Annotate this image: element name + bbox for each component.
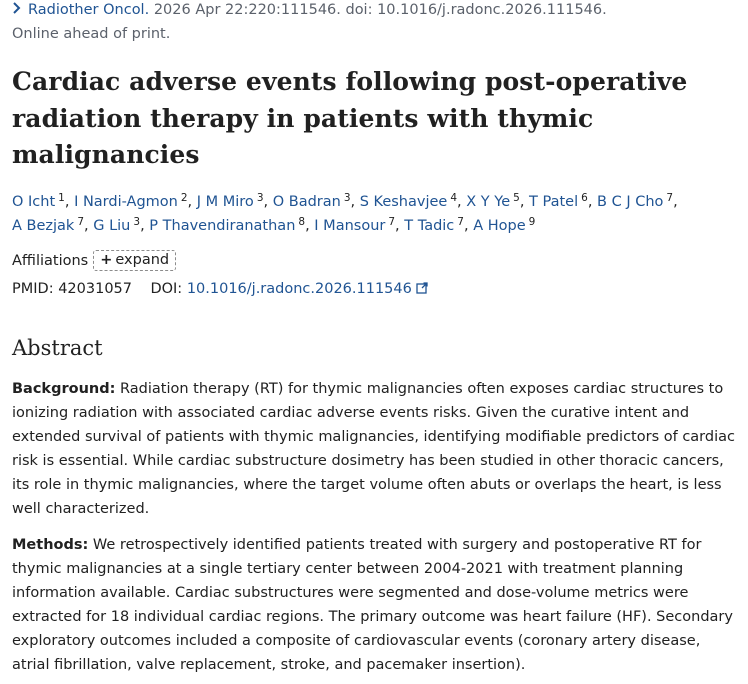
abstract-methods bbox=[12, 533, 736, 677]
affiliation-number[interactable]: 9 bbox=[528, 216, 536, 228]
author-item bbox=[404, 218, 468, 234]
author-link[interactable]: B C J Cho bbox=[597, 194, 664, 210]
publication-status: Online ahead of print. bbox=[12, 26, 171, 42]
article-title: Cardiac adverse events following post-operative radiation therapy in patients with thymic malignancies bbox=[12, 67, 688, 169]
affiliation-number[interactable]: 5 bbox=[513, 192, 520, 204]
author-separator: , bbox=[187, 194, 193, 210]
plus-icon: + bbox=[100, 252, 113, 268]
expand-affiliations-button[interactable] bbox=[93, 250, 176, 271]
affiliation-number[interactable]: 3 bbox=[256, 192, 264, 204]
external-link-icon bbox=[416, 282, 428, 298]
methods-label: Methods: bbox=[12, 537, 89, 553]
author-item bbox=[12, 194, 69, 210]
author-link[interactable]: A Hope bbox=[473, 218, 526, 234]
affiliation-number[interactable]: 2 bbox=[180, 192, 188, 204]
affiliation-number[interactable]: 6 bbox=[581, 192, 588, 204]
doi-link[interactable] bbox=[187, 281, 428, 297]
author-separator: , bbox=[463, 218, 469, 234]
citation-line bbox=[12, 2, 607, 18]
author-separator: , bbox=[457, 194, 462, 210]
author-link[interactable]: P Thavendiranathan bbox=[149, 218, 296, 234]
citation-details: 2026 Apr 22:220:111546. doi: 10.1016/j.radonc.2026.111546. bbox=[153, 2, 607, 18]
background-label: Background: bbox=[12, 381, 116, 397]
methods-text: We retrospectively identified patients treated with surgery and postoperative RT for thymic malignancies at a single tertiary center between 2004-2021 with treatment planning information available. Cardiac substructures were segmented and dose-volume metrics were extracted for 18 individual cardiac regions. The primary outcome was heart failure (HF). Secondary exploratory outcomes included a composite of cardiovascular events (coronary artery disease, atrial fibrillation, valve replacement, stroke, and pacemaker insertion). bbox=[12, 537, 733, 673]
affiliation-number[interactable]: 7 bbox=[666, 192, 674, 204]
author-link[interactable]: O Badran bbox=[272, 194, 341, 210]
affiliation-number[interactable]: 3 bbox=[343, 192, 351, 204]
author-item bbox=[74, 194, 192, 210]
author-separator: , bbox=[519, 194, 525, 210]
author-link[interactable]: X Y Ye bbox=[466, 194, 511, 210]
author-item bbox=[597, 194, 678, 210]
doi-label: DOI: bbox=[150, 281, 183, 297]
affiliation-number[interactable]: 4 bbox=[450, 192, 458, 204]
author-link[interactable]: I Mansour bbox=[314, 218, 386, 234]
author-item bbox=[93, 218, 144, 234]
abstract-heading: Abstract bbox=[12, 336, 103, 360]
author-separator: , bbox=[587, 194, 593, 210]
author-separator: , bbox=[140, 218, 145, 234]
author-item bbox=[360, 194, 462, 210]
author-item bbox=[12, 218, 89, 234]
author-separator: , bbox=[64, 194, 70, 210]
author-separator: , bbox=[673, 194, 678, 210]
doi-value: 10.1016/j.radonc.2026.111546 bbox=[186, 281, 412, 297]
identifiers bbox=[12, 281, 428, 298]
author-separator: , bbox=[263, 194, 269, 210]
affiliation-number[interactable]: 7 bbox=[388, 216, 396, 228]
author-item bbox=[273, 194, 355, 210]
pmid-value: 42031057 bbox=[58, 281, 133, 297]
abstract-background bbox=[12, 377, 736, 521]
author-link[interactable]: T Patel bbox=[529, 194, 579, 210]
author-link[interactable]: O Icht bbox=[12, 194, 56, 210]
author-item bbox=[529, 194, 592, 210]
author-item bbox=[197, 194, 268, 210]
author-link[interactable]: S Keshavjee bbox=[359, 194, 448, 210]
author-link[interactable]: G Liu bbox=[93, 218, 131, 234]
affiliation-number[interactable]: 1 bbox=[58, 192, 65, 204]
chevron-right-icon bbox=[12, 2, 22, 18]
journal-link[interactable]: Radiother Oncol. bbox=[28, 2, 150, 18]
author-separator: , bbox=[305, 218, 310, 234]
author-link[interactable]: T Tadic bbox=[404, 218, 455, 234]
affiliation-number[interactable]: 8 bbox=[298, 216, 306, 228]
author-link[interactable]: I Nardi-Agmon bbox=[74, 194, 178, 210]
author-link[interactable]: A Bezjak bbox=[12, 218, 75, 234]
affiliations-label: Affiliations bbox=[12, 252, 89, 269]
expand-label: expand bbox=[115, 252, 170, 268]
affiliation-number[interactable]: 7 bbox=[77, 216, 85, 228]
author-item bbox=[466, 194, 524, 210]
affiliations-row bbox=[12, 250, 176, 271]
author-item bbox=[149, 218, 309, 234]
author-link[interactable]: J M Miro bbox=[196, 194, 254, 210]
affiliation-number[interactable]: 7 bbox=[457, 216, 464, 228]
background-text: Radiation therapy (RT) for thymic malignancies often exposes cardiac structures to ionizing radiation with associated cardiac adverse events risks. Given the curative intent and extended survival of patients with thymic malignancies, identifying modifiable predictors of cardiac risk is essential. While cardiac substructure dosimetry has been studied in other thoracic cancers, its role in thymic malignancies, where the target volume often abuts or overlaps the heart, is less well characterized. bbox=[12, 381, 735, 517]
affiliation-number[interactable]: 3 bbox=[133, 216, 141, 228]
author-item bbox=[473, 218, 535, 234]
author-item bbox=[314, 218, 399, 234]
pmid-label: PMID: bbox=[12, 281, 54, 297]
author-list bbox=[12, 190, 737, 238]
author-separator: , bbox=[84, 218, 89, 234]
author-separator: , bbox=[350, 194, 356, 210]
author-separator: , bbox=[395, 218, 400, 234]
